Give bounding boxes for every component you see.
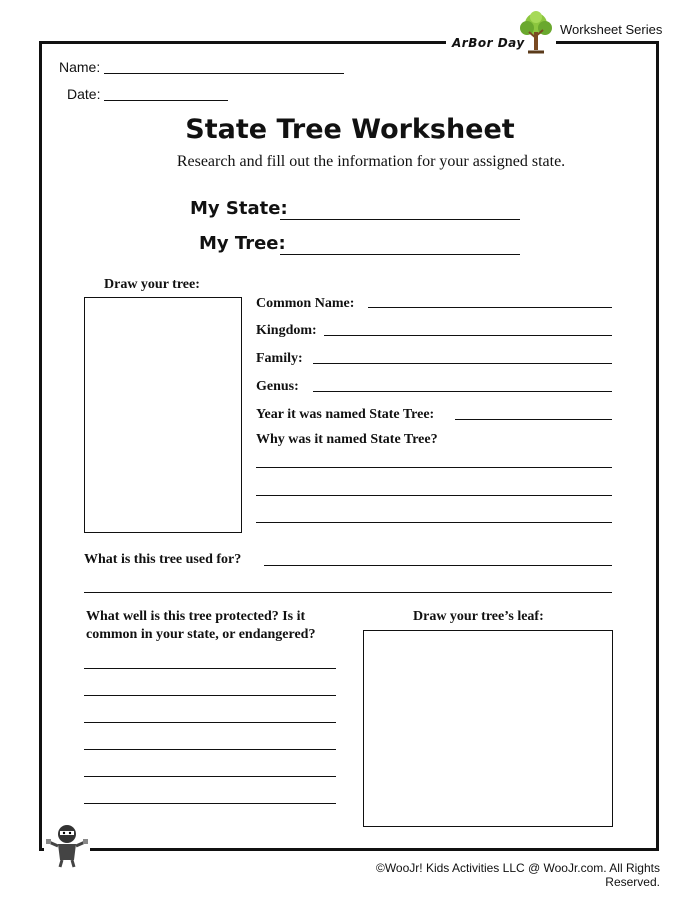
draw-tree-label: Draw your tree: bbox=[104, 277, 200, 292]
subtitle: Research and fill out the information for your assigned state. bbox=[176, 153, 566, 170]
genus-line[interactable] bbox=[313, 391, 612, 392]
date-label: Date: bbox=[67, 86, 101, 102]
why-named-label: Why was it named State Tree? bbox=[256, 432, 438, 447]
protected-question-line2: common in your state, or endangered? bbox=[86, 627, 316, 642]
used-for-label: What is this tree used for? bbox=[84, 552, 242, 567]
my-state-line[interactable] bbox=[280, 219, 520, 220]
protected-answer-line[interactable] bbox=[84, 803, 336, 804]
protected-answer-line[interactable] bbox=[84, 749, 336, 750]
kingdom-line[interactable] bbox=[324, 335, 612, 336]
why-named-line[interactable] bbox=[256, 495, 612, 496]
family-label: Family: bbox=[256, 351, 303, 366]
protected-question-line1: What well is this tree protected? Is it bbox=[86, 609, 306, 624]
why-named-line[interactable] bbox=[256, 467, 612, 468]
used-for-line[interactable] bbox=[84, 592, 612, 593]
why-named-line[interactable] bbox=[256, 522, 612, 523]
common-name-label: Common Name: bbox=[256, 296, 355, 311]
date-line[interactable] bbox=[104, 100, 228, 101]
my-tree-line[interactable] bbox=[280, 254, 520, 255]
my-state-label: My State: bbox=[190, 198, 288, 219]
name-line[interactable] bbox=[104, 73, 344, 74]
protected-answer-line[interactable] bbox=[84, 668, 336, 669]
worksheet-series-label: Worksheet Series bbox=[560, 22, 663, 37]
protected-answer-line[interactable] bbox=[84, 695, 336, 696]
year-named-label: Year it was named State Tree: bbox=[256, 407, 435, 422]
draw-leaf-label: Draw your tree’s leaf: bbox=[413, 609, 544, 624]
kingdom-label: Kingdom: bbox=[256, 323, 317, 338]
common-name-line[interactable] bbox=[368, 307, 612, 308]
copyright-footer: ©WooJr! Kids Activities LLC @ WooJr.com. All Rights Reserved. bbox=[375, 861, 660, 889]
mascot-icon bbox=[44, 822, 90, 868]
tree-icon bbox=[516, 8, 556, 56]
my-tree-label: My Tree: bbox=[199, 233, 286, 254]
used-for-line[interactable] bbox=[264, 565, 612, 566]
draw-leaf-box[interactable] bbox=[363, 630, 613, 827]
family-line[interactable] bbox=[313, 363, 612, 364]
page-title: State Tree Worksheet bbox=[185, 114, 515, 145]
arbor-day-label: ArBor Day bbox=[452, 36, 525, 50]
protected-answer-line[interactable] bbox=[84, 776, 336, 777]
year-named-line[interactable] bbox=[455, 419, 612, 420]
draw-tree-box[interactable] bbox=[84, 297, 242, 533]
protected-answer-line[interactable] bbox=[84, 722, 336, 723]
name-label: Name: bbox=[59, 59, 101, 75]
genus-label: Genus: bbox=[256, 379, 299, 394]
